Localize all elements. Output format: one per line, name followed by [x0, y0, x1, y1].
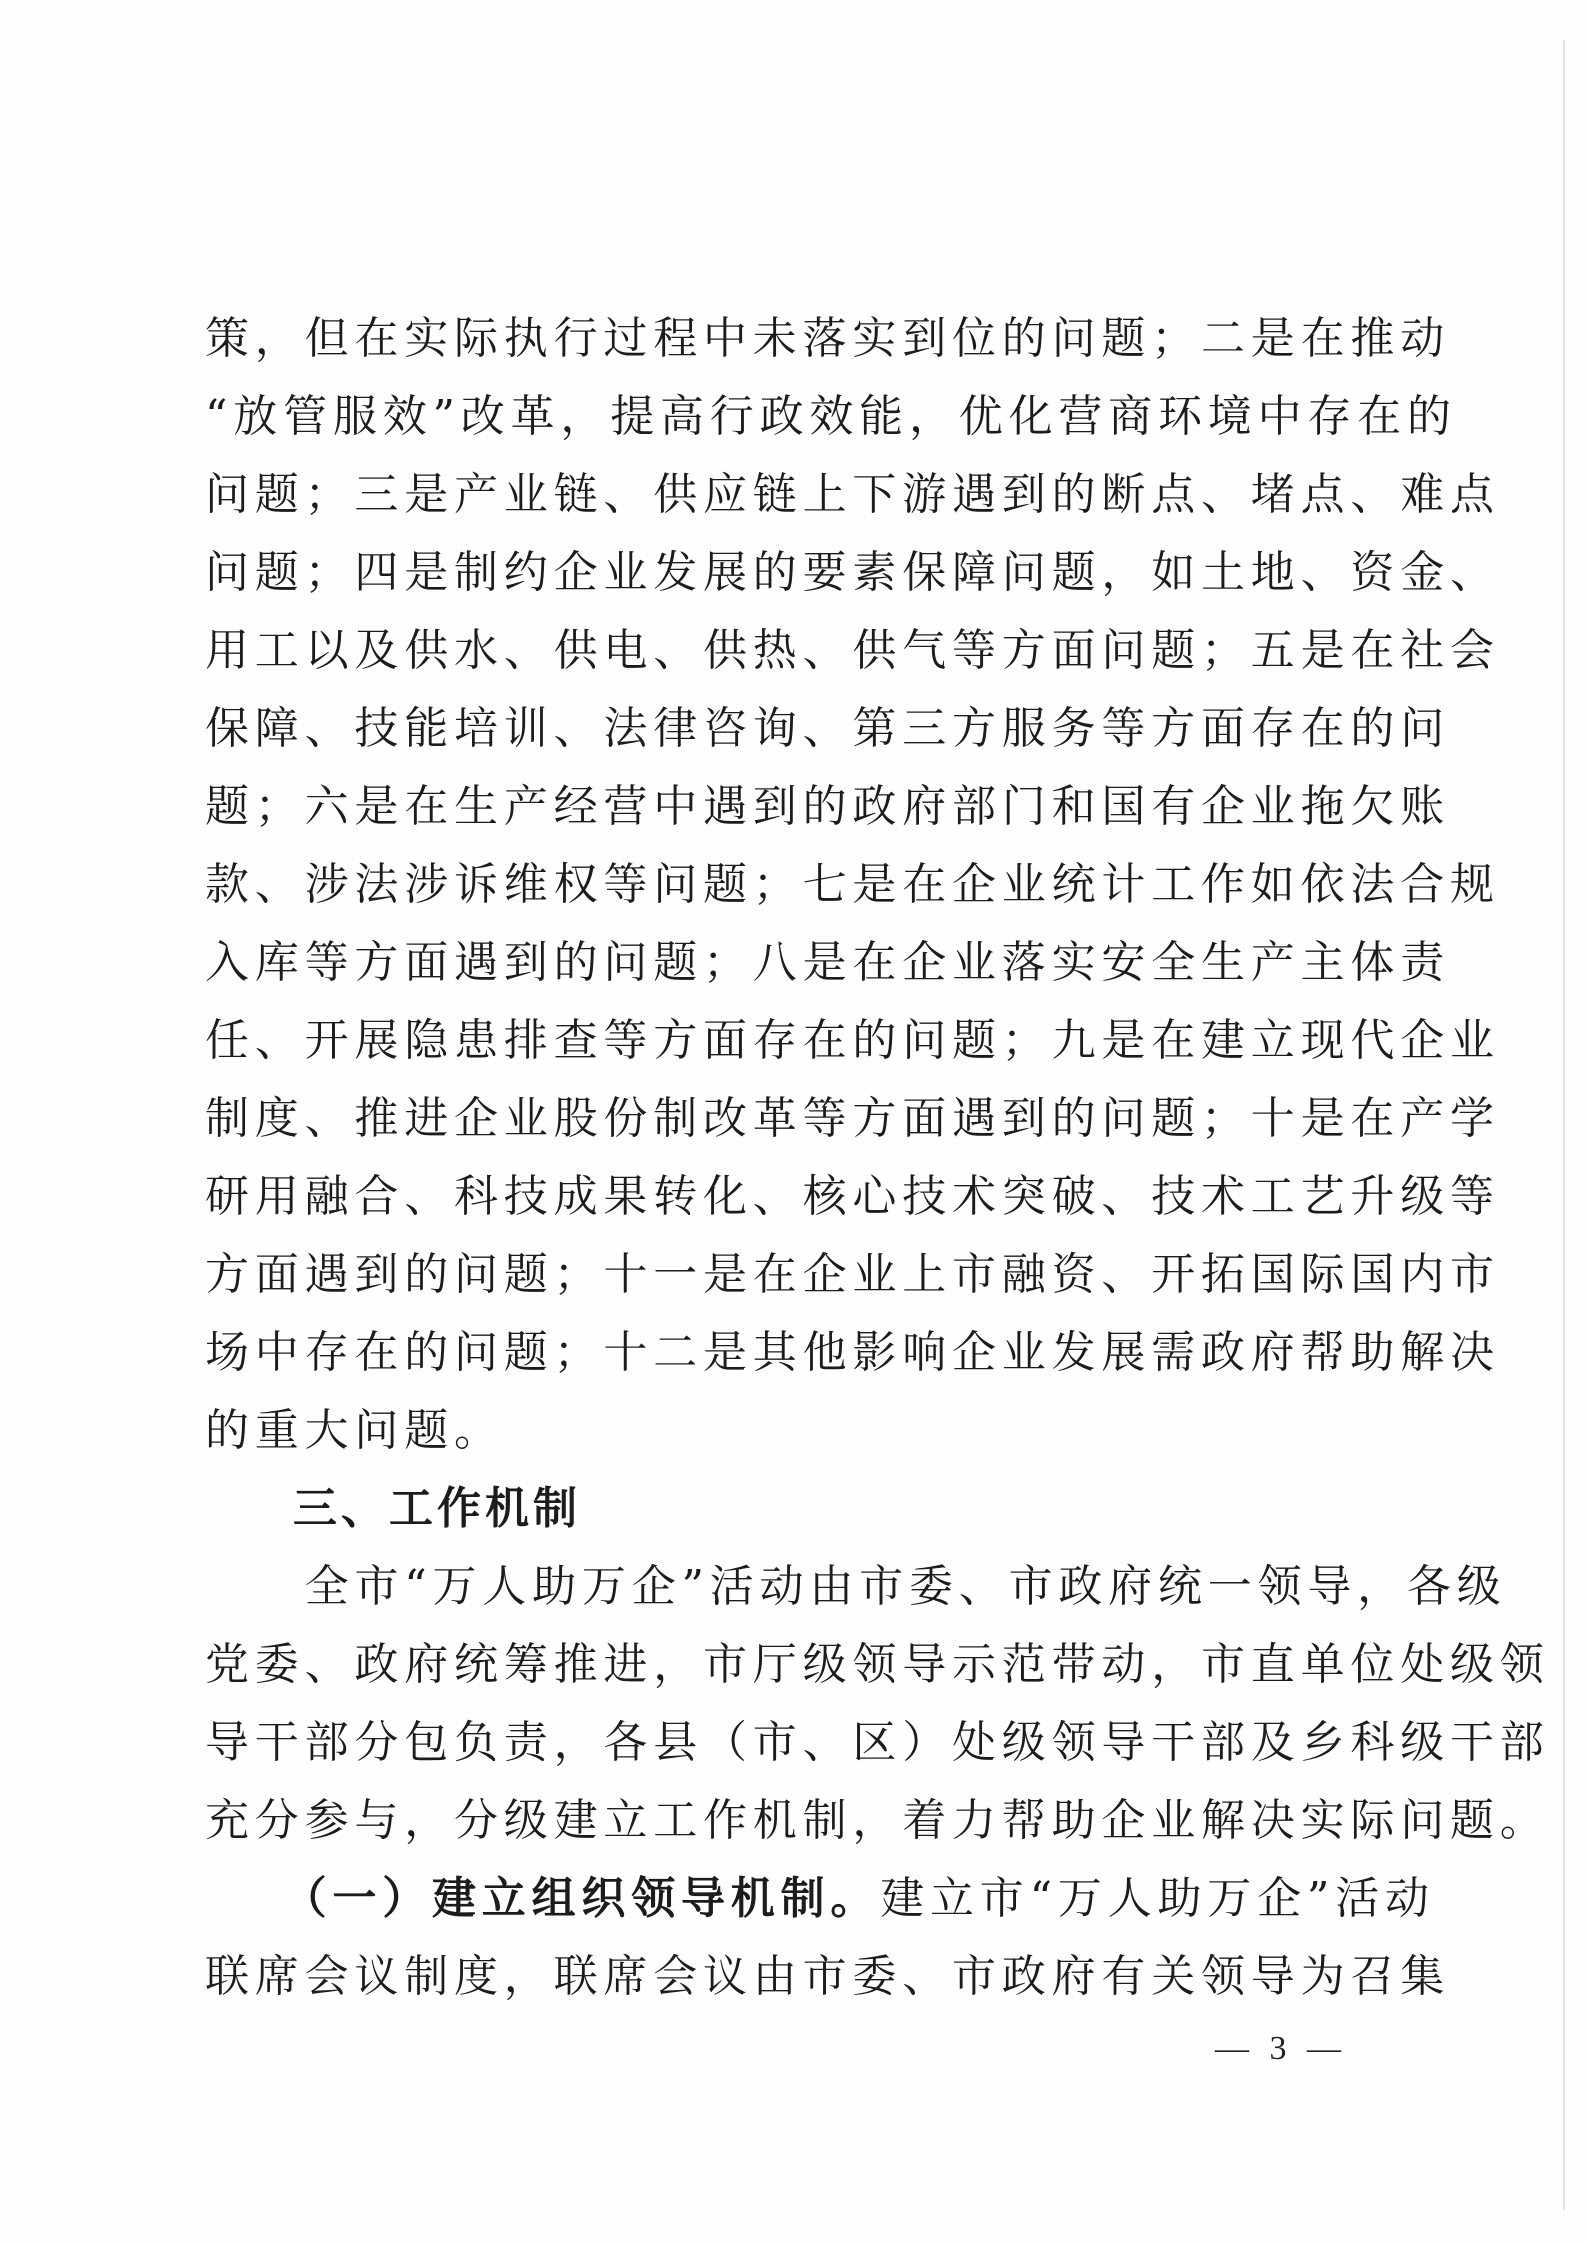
- text-line: “放管服效”改革，提高行政效能，优化营商环境中存在的: [205, 391, 1457, 442]
- text-line: 题；六是在生产经营中遇到的政府部门和国有企业拖欠账: [205, 781, 1450, 832]
- text-line: 研用融合、科技成果转化、核心技术突破、技术工艺升级等: [205, 1171, 1500, 1222]
- paragraph-work-mechanism: [205, 1548, 1550, 1860]
- paragraph-organization-mechanism: [205, 1860, 1450, 2016]
- text-line: 充分参与，分级建立工作机制，着力帮助企业解决实际问题。: [205, 1795, 1550, 1846]
- text-line: 用工以及供水、供电、供热、供气等方面问题；五是在社会: [205, 625, 1500, 676]
- text-line: 保障、技能培训、法律咨询、第三方服务等方面存在的问: [205, 703, 1450, 754]
- text-line: 场中存在的问题；十二是其他影响企业发展需政府帮助解决: [205, 1327, 1500, 1378]
- text-line: 导干部分包负责，各县（市、区）处级领导干部及乡科级干部: [205, 1717, 1550, 1768]
- text-line: 问题；三是产业链、供应链上下游遇到的断点、堵点、难点: [205, 469, 1500, 520]
- paragraph-problem-list: [205, 300, 1500, 1470]
- section-heading-work-mechanism: 三、工作机制: [293, 1483, 581, 1534]
- text-line: 问题；四是制约企业发展的要素保障问题，如土地、资金、: [205, 547, 1500, 598]
- text-run: 建立市“万人助万企”活动: [880, 1873, 1435, 1924]
- page-edge-shadow: [1563, 40, 1565, 2210]
- text-line: 全市“万人助万企”活动由市委、市政府统一领导，各级: [205, 1561, 1507, 1612]
- text-line: 方面遇到的问题；十一是在企业上市融资、开拓国际国内市: [205, 1249, 1500, 1300]
- subsection-heading: （一）建立组织领导机制。: [205, 1873, 881, 1924]
- page-number: — 3 —: [1215, 2030, 1347, 2067]
- text-line: 策，但在实际执行过程中未落实到位的问题；二是在推动: [205, 313, 1450, 364]
- text-line: 制度、推进企业股份制改革等方面遇到的问题；十是在产学: [205, 1093, 1500, 1144]
- document-body: [205, 300, 1550, 2016]
- text-line: [205, 1860, 1435, 1938]
- text-line: 联席会议制度，联席会议由市委、市政府有关领导为召集: [205, 1951, 1450, 2002]
- text-line: 党委、政府统筹推进，市厅级领导示范带动，市直单位处级领: [205, 1639, 1550, 1690]
- text-line: 的重大问题。: [205, 1405, 504, 1456]
- text-line: 任、开展隐患排查等方面存在的问题；九是在建立现代企业: [205, 1015, 1500, 1066]
- text-line: 入库等方面遇到的问题；八是在企业落实安全生产主体责: [205, 937, 1450, 988]
- text-line: 款、涉法涉诉维权等问题；七是在企业统计工作如依法合规: [205, 859, 1500, 910]
